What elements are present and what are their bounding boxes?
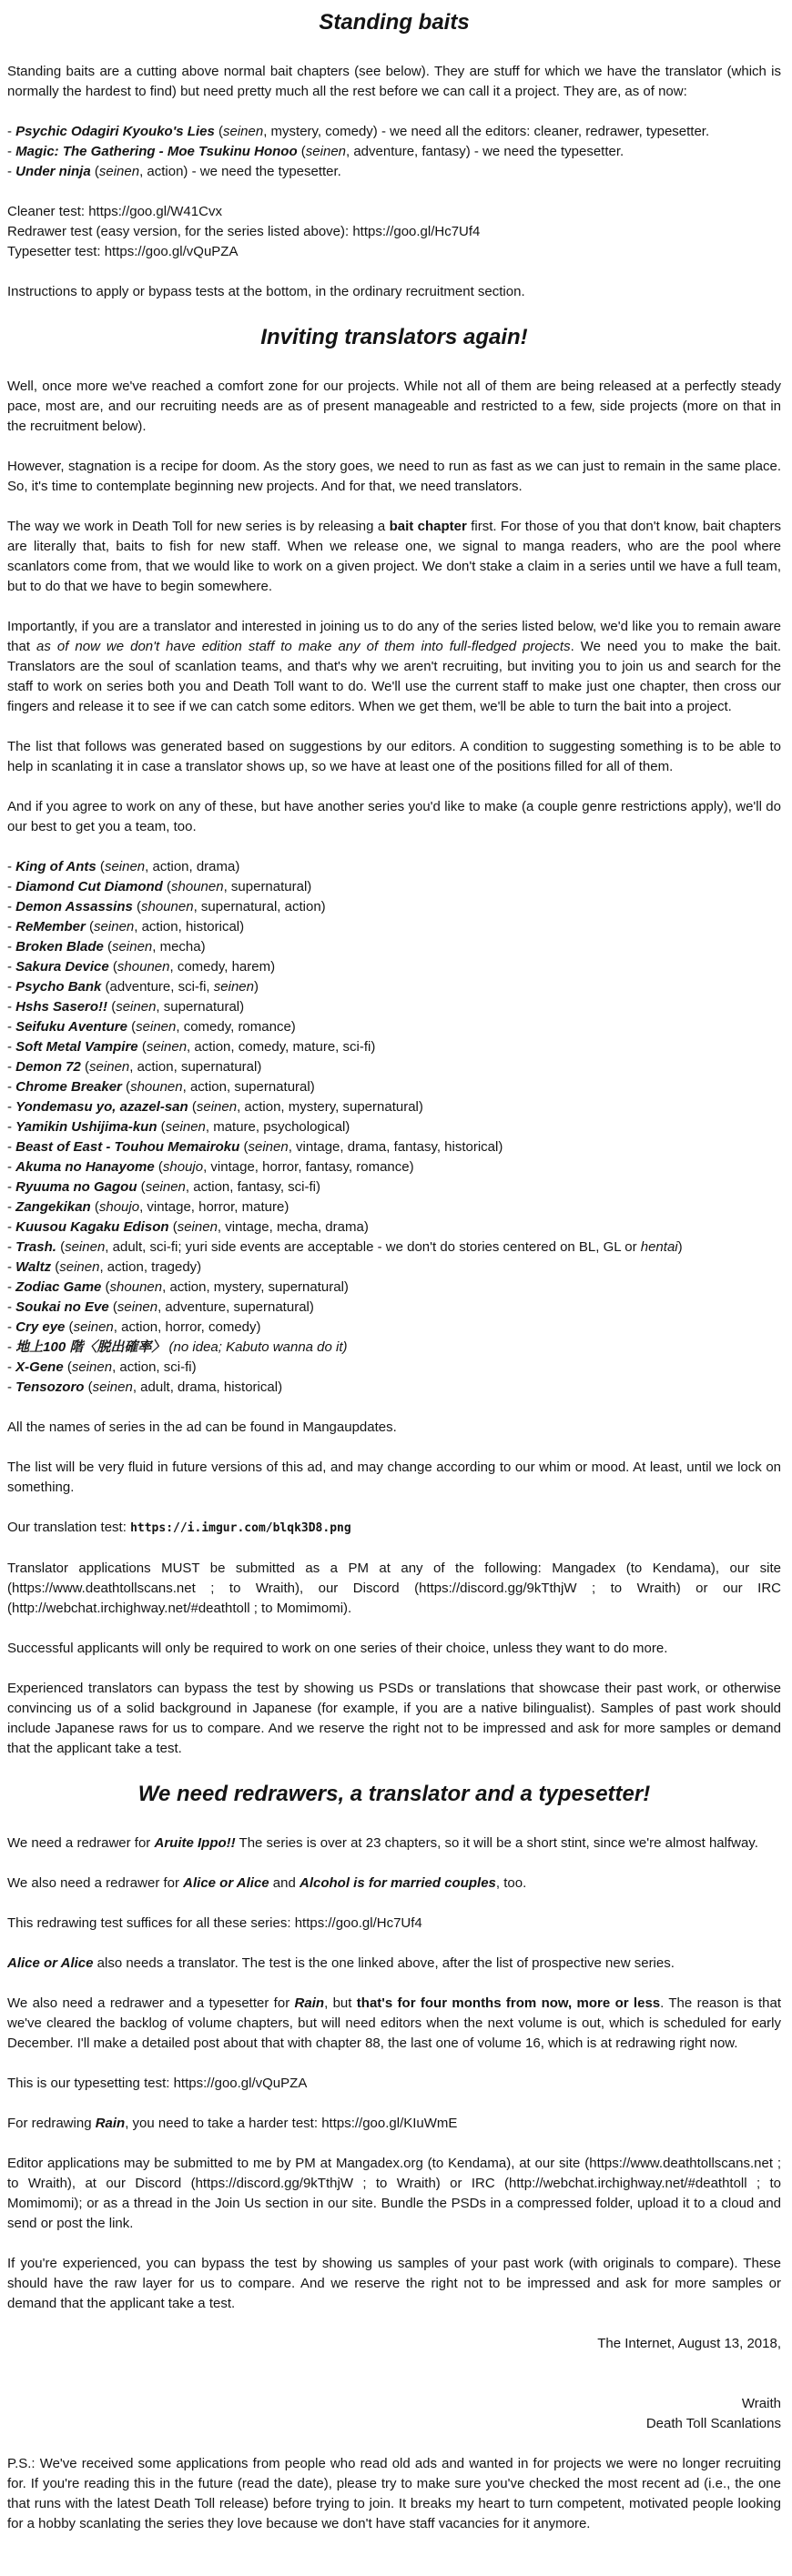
typesetting-test-line: This is our typesetting test: https://goo.gl/vQuPZA — [7, 2076, 308, 2091]
list-item: - Chrome Breaker (shounen, action, supernatural) — [7, 1079, 315, 1095]
bait-chapter-paragraph: The way we work in Death Toll for new series is by releasing a bait chapter first. For those of you that don't know, bait chapters are literally that, baits to fish for new staff. When we release one, we signal to manga readers, who are the pool where scanlators come from, that we would like to work on a given project. We don't stake a claim in a series until we have a full team, but to do that we have to begin somewhere. — [7, 519, 781, 594]
list-item: - Demon 72 (seinen, action, supernatural) — [7, 1059, 262, 1075]
text-line: Redrawer test (easy version, for the series listed above): https://goo.gl/Hc7Uf4 — [7, 224, 481, 239]
text-line: Cleaner test: https://goo.gl/W41Cvx — [7, 204, 222, 219]
list-item: - Zangekikan (shoujo, vintage, horror, mature) — [7, 1199, 289, 1215]
heading-inviting-translators: Inviting translators again! — [260, 325, 528, 349]
list-item: - Broken Blade (seinen, mecha) — [7, 939, 206, 955]
aruite-ippo-paragraph: We need a redrawer for Aruite Ippo!! The series is over at 23 chapters, so it will be a short stint, since we're almost halfway. — [7, 1835, 758, 1851]
instructions-note: Instructions to apply or bypass tests at the bottom, in the ordinary recruitment section. — [7, 284, 525, 299]
list-item: - ReMember (seinen, action, historical) — [7, 919, 245, 934]
list-item: - Sakura Device (shounen, comedy, harem) — [7, 959, 276, 975]
text-line: Typesetter test: https://goo.gl/vQuPZA — [7, 244, 239, 259]
editor-test-links — [7, 202, 781, 262]
text-line: Death Toll Scanlations — [645, 2416, 781, 2431]
bypass-editor-test-paragraph: If you're experienced, you can bypass the test by showing us samples of your past work (with originals to compare). These should have the raw layer for us to compare. And we reserve the right not to be impressed and ask for more samples or demand that the applicant take a test. — [7, 2256, 781, 2311]
heading-we-need-redrawers: We need redrawers, a translator and a typesetter! — [137, 1782, 651, 1806]
standing-baits-intro: Standing baits are a cutting above normal bait chapters (see below). They are stuff for which we have the translator (which is normally the hardest to find) but need pretty much all the rest before we can call it a project. They are, as of now: — [7, 64, 781, 99]
list-item: - Diamond Cut Diamond (shounen, supernatural) — [7, 879, 312, 894]
list-item: - Akuma no Hanayome (shoujo, vintage, horror, fantasy, romance) — [7, 1159, 414, 1175]
list-item: - 地上100 階〈脱出確率〉 (no idea; Kabuto wanna do it) — [7, 1339, 348, 1355]
bypass-translator-test-paragraph: Experienced translators can bypass the test by showing us PSDs or translations that showcase their past work, or otherwise convincing us of a solid background in Japanese (for example, if you are a native bilingualist). Samples of past work should include Japanese raws for us to compare. And we reserve the right not to be impressed and ask for more samples or demand that the applicant take a test. — [7, 1681, 781, 1756]
list-item: - Beast of East - Touhou Memairoku (seinen, vintage, drama, fantasy, historical) — [7, 1139, 503, 1155]
list-item: - Soukai no Eve (seinen, adventure, supernatural) — [7, 1299, 314, 1315]
list-item: - Zodiac Game (shounen, action, mystery, supernatural) — [7, 1279, 349, 1295]
mono-url: https://i.imgur.com/blqk3D8.png — [130, 1521, 351, 1535]
date-line: The Internet, August 13, 2018, — [597, 2336, 781, 2351]
heading-standing-baits: Standing baits — [319, 10, 470, 35]
list-item: - Soft Metal Vampire (seinen, action, comedy, mature, sci-fi) — [7, 1039, 376, 1055]
mangaupdates-note: All the names of series in the ad can be found in Mangaupdates. — [7, 1419, 397, 1435]
list-item: - Demon Assassins (shounen, supernatural, action) — [7, 899, 326, 914]
redrawing-test-line: This redrawing test suffices for all these series: https://goo.gl/Hc7Uf4 — [7, 1915, 422, 1931]
list-item: - Under ninja (seinen, action) - we need the typesetter. — [7, 164, 341, 179]
successful-applicants-note: Successful applicants will only be required to work on one series of their choice, unless they want to do more. — [7, 1641, 668, 1656]
list-item: - Magic: The Gathering - Moe Tsukinu Honoo (seinen, adventure, fantasy) - we need the typesetter. — [7, 144, 624, 159]
list-item: - Ryuuma no Gagou (seinen, action, fantasy, sci-fi) — [7, 1179, 320, 1195]
rain-paragraph: We also need a redrawer and a typesetter for Rain, but that's for four months from now, more or less. The reason is that we've cleared the backlog of volume chapters, but will need editors when the next volume is out, which is scheduled for early December. I'll make a detailed post about that with chapter 88, the last one of volume 16, which is at redrawing right now. — [7, 1995, 782, 2051]
list-item: - Hshs Sasero!! (seinen, supernatural) — [7, 999, 245, 1015]
alice-translator-note: Alice or Alice also needs a translator. The test is the one linked above, after the list of prospective new series. — [7, 1955, 675, 1971]
list-item: - X-Gene (seinen, action, sci-fi) — [7, 1359, 197, 1375]
standing-baits-list — [7, 122, 781, 182]
fluid-list-note: The list will be very fluid in future versions of this ad, and may change according to our whim or mood. At least, until we lock on something. — [7, 1460, 781, 1495]
list-item: - Tensozoro (seinen, adult, drama, historical) — [7, 1379, 283, 1395]
list-item: - Trash. (seinen, adult, sci-fi; yuri side events are acceptable - we don't do stories centered on BL, GL or hentai) — [7, 1239, 683, 1255]
prospective-series-list — [7, 857, 781, 1398]
list-origin-paragraph: The list that follows was generated based on suggestions by our editors. A condition to suggesting something is to be able to help in scanlating it in case a translator shows up, so we have at least one of the positions filled for all of them. — [7, 739, 781, 774]
comfort-zone-paragraph: Well, once more we've reached a comfort zone for our projects. While not all of them are being released at a perfectly steady pace, most are, and our recruiting needs are as of present manageable and restricted to a few, side projects (more on that in the recruitment below). — [7, 379, 781, 434]
signature — [7, 2394, 781, 2434]
importantly-paragraph: Importantly, if you are a translator and interested in joining us to do any of the series listed below, we'd like you to remain aware that as of now we don't have edition staff to make any of them into full-fledged projects. We need you to make the bait. Translators are the soul of scanlation teams, and that's why we aren't recruiting, but inviting you to join us and search for the staff to work on series both you and Death Toll want to do. We'll use the current staff to make just one chapter, then cross our fingers and release it to see if we can catch some editors. When we get them, we'll be able to turn the bait into a project. — [7, 619, 781, 714]
list-item: - Cry eye (seinen, action, horror, comedy) — [7, 1319, 261, 1335]
list-item: - Yamikin Ushijima-kun (seinen, mature, psychological) — [7, 1119, 350, 1135]
list-item: - Psychic Odagiri Kyouko's Lies (seinen, mystery, comedy) - we need all the editors: cleaner, redrawer, typesetter. — [7, 124, 710, 139]
alice-alcohol-paragraph: We also need a redrawer for Alice or Alice and Alcohol is for married couples, too. — [7, 1875, 527, 1891]
editor-applications-paragraph: Editor applications may be submitted to me by PM at Mangadex.org (to Kendama), at our site (https://www.deathtollscans.net ; to Wraith), at our Discord (https://discord.gg/9kTthjW ; to Wraith) or IRC (http://webchat.irchighway.net/#deathtoll ; to Momimomi); or as a thread in the Join Us section in our site. Bundle the PSDs in a compressed folder, upload it to a cloud and send or post the link. — [7, 2156, 781, 2231]
text-line: Wraith — [741, 2396, 781, 2411]
list-item: - Waltz (seinen, action, tragedy) — [7, 1259, 202, 1275]
list-item: - Psycho Bank (adventure, sci-fi, seinen) — [7, 979, 259, 995]
postscript: P.S.: We've received some applications from people who read old ads and wanted in for projects we were no longer recruiting for. If you're reading this in the future (read the date), please try to make sure you've checked the most recent ad (i.e., the one that runs with the latest Death Toll release) before trying to join. It breaks my heart to turn competent, motivated people looking for a hobby scanlating the series they love because we don't have staff vacancies for it anymore. — [7, 2456, 781, 2531]
list-item: - Kuusou Kagaku Edison (seinen, vintage, mecha, drama) — [7, 1219, 369, 1235]
translator-applications-paragraph: Translator applications MUST be submitted as a PM at any of the following: Mangadex (to Kendama), our site (https://www.deathtollscans.net ; to Wraith), our Discord (https://discord.gg/9kTthjW ; to Wraith) or our IRC (http://webchat.irchighway.net/#deathtoll ; to Momimomi). — [7, 1561, 781, 1616]
stagnation-paragraph: However, stagnation is a recipe for doom. As the story goes, we need to run as fast as we can just to remain in the same place. So, it's time to contemplate beginning new projects. And for that, we need translators. — [7, 459, 781, 494]
list-item: - Yondemasu yo, azazel-san (seinen, action, mystery, supernatural) — [7, 1099, 423, 1115]
translation-test-line: Our translation test: https://i.imgur.com/blqk3D8.png — [7, 1520, 351, 1535]
list-item: - King of Ants (seinen, action, drama) — [7, 859, 240, 874]
list-item: - Seifuku Aventure (seinen, comedy, romance) — [7, 1019, 296, 1035]
another-series-paragraph: And if you agree to work on any of these, but have another series you'd like to make (a couple genre restrictions apply), we'll do our best to get you a team, too. — [7, 799, 781, 834]
rain-redraw-test-line: For redrawing Rain, you need to take a harder test: https://goo.gl/KIuWmE — [7, 2116, 458, 2131]
